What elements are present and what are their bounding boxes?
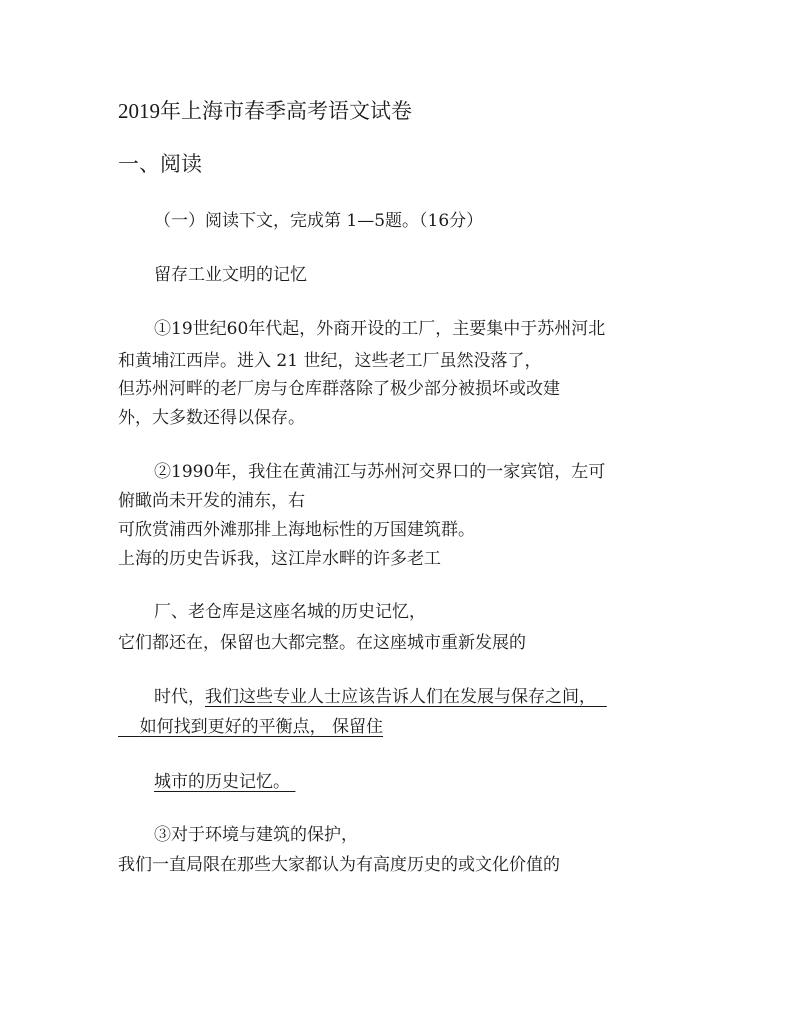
paragraph-3-line-1: 厂、老仓库是这座名城的历史记忆，	[154, 602, 426, 622]
paragraph-1-line-3: 但苏州河畔的老厂房与仓库群落除了极少部分被损坏或改建	[118, 379, 560, 399]
paragraph-2-line-2: 俯瞰尚未开发的浦东，右	[118, 491, 305, 511]
paragraph-5-line-1	[154, 771, 295, 793]
paragraph-2-line-4: 上海的历史告诉我，这江岸水畔的许多老工	[118, 549, 441, 569]
paragraph-2-line-1: ②1990年，我住在黄浦江与苏州河交界口的一家宾馆，左可	[154, 462, 606, 482]
paragraph-1-line-4: 外，大多数还得以保存。	[118, 408, 305, 428]
section-heading: 一、阅读	[118, 152, 202, 176]
paragraph-2-line-3: 可欣赏浦西外滩那排上海地标性的万国建筑群。	[118, 520, 475, 540]
paragraph-6-line-2: 我们一直局限在那些大家都认为有高度历史的或文化价值的	[118, 855, 560, 875]
underlined-sentence-part-3: 城市的历史记忆。	[154, 772, 290, 792]
paragraph-1-line-2: 和黄埔江西岸。进入 21 世纪，这些老工厂虽然没落了，	[118, 351, 542, 371]
paragraph-4-line-1	[154, 686, 607, 708]
paragraph-6-line-1: ③对于环境与建筑的保护，	[154, 825, 358, 845]
paragraph-3-line-2: 它们都还在，保留也大都完整。在这座城市重新发展的	[118, 633, 526, 653]
underline-lead-2	[118, 717, 140, 737]
underline-tail-1	[596, 687, 607, 707]
underlined-sentence-part-2: 如何找到更好的平衡点， 保留住	[139, 717, 384, 737]
underlined-sentence-part-1: 我们这些专业人士应该告诉人们在发展与保存之间，	[205, 687, 596, 707]
paragraph-4-line-2	[118, 716, 383, 738]
reading-instruction: （一）阅读下文，完成第 1—5题。（16分）	[154, 211, 484, 231]
article-title: 留存工业文明的记忆	[154, 265, 307, 285]
paragraph-4-prefix: 时代，	[154, 687, 205, 707]
exam-title: 2019年上海市春季高考语文试卷	[118, 99, 412, 123]
paragraph-1-line-1: ①19世纪60年代起，外商开设的工厂，主要集中于苏州河北	[154, 319, 606, 339]
underline-tail-3	[290, 772, 295, 792]
